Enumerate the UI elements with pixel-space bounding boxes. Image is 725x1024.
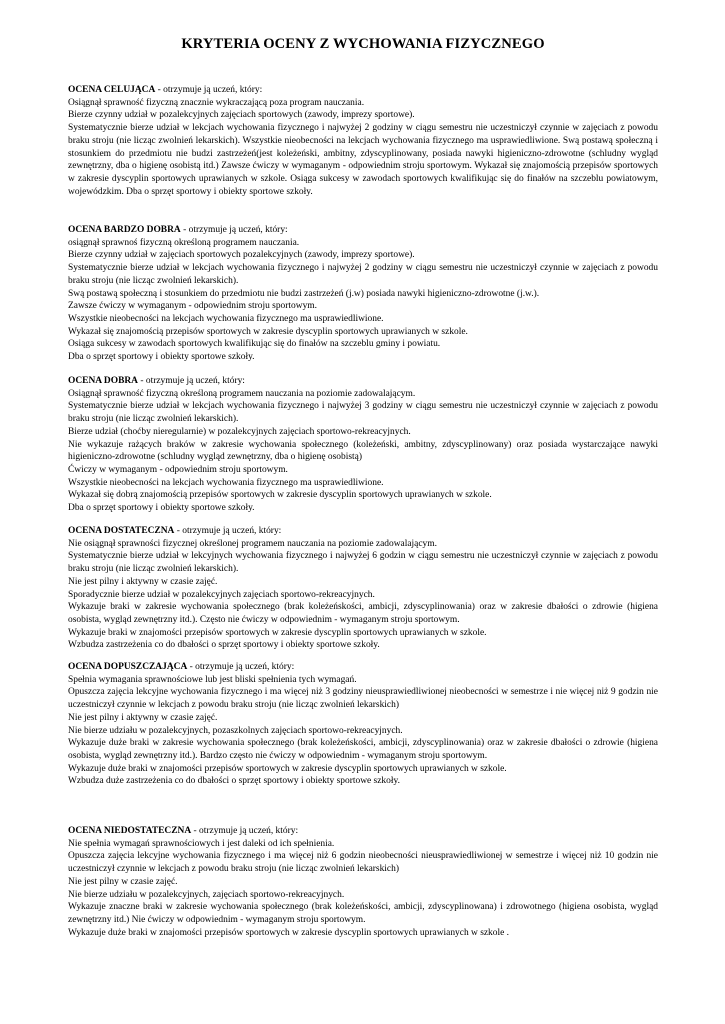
criterion: Opuszcza zajęcia lekcyjne wychowania fizycznego i ma więcej niż 3 godziny nieusprawiedliwionej nieobecności w semestrze i nie więcej niż 9 godzin nie uczestniczył czynnie w lekcjach z powodu braku stroju (nie licząc zwolnień lekarskich) [68, 687, 658, 711]
criterion: Wykazuje znaczne braki w zakresie wychowania społecznego (brak koleżeńskości, ambicji, zdyscyplinowana) i zdrowotnego (higiena osobista, wygląd zewnętrzny itd.) Nie ćwiczy w odpowiednim - wymaganym stroju sportowym. [68, 902, 658, 925]
criterion: Systematycznie bierze udział w lekcyjnych wychowania fizycznego i najwyżej 6 godzin w ciągu semestru nie uczestniczył czynnie w zajęciach z powodu braku stroju (nie licząc zwolnień lekarskich). [68, 551, 658, 575]
criterion: Systematycznie bierze udział w lekcjach wychowania fizycznego i najwyżej 2 godziny w ciągu semestru nie uczestniczył czynnie w zajęciach z powodu braku stroju (nie licząc zwolnień lekarskich). [68, 263, 658, 286]
criterion: Nie bierze udziału w pozalekcyjnych, zajęciach sportowo-rekreacyjnych. [68, 889, 345, 900]
grade-name: OCENA DOBRA [68, 376, 139, 386]
criterion: Bierze udział (choćby nieregularnie) w pozalekcyjnych zajęciach sportowo-rekreacyjnych. [68, 426, 411, 437]
criterion: Nie jest pilny w czasie zajęć. [68, 876, 178, 887]
criterion: Nie bierze udziału w pozalekcyjnych, pozaszkolnych zajęciach sportowo-rekreacyjnych. [68, 725, 403, 736]
grade-suffix: - otrzymuje ją uczeń, który: [180, 225, 288, 235]
criterion: Osiąga sukcesy w zawodach sportowych kwalifikując się do finałów na szczeblu gminy i powiatu. [68, 339, 441, 350]
criterion: Nie jest pilny i aktywny w czasie zajęć. [68, 576, 218, 587]
criterion: Wykazuje duże braki w znajomości przepisów sportowych w zakresie dyscyplin sportowych uprawianych w szkole . [68, 927, 510, 938]
criterion: Bierze czynny udział w pozalekcyjnych zajęciach sportowych (zawody, imprezy sportowe). [68, 110, 415, 121]
grade-suffix: - otrzymuje ją uczeń, który: [191, 826, 299, 836]
section-heading [68, 375, 658, 388]
criterion: Dba o sprzęt sportowy i obiekty sportowe szkoły. [68, 503, 255, 514]
section-heading [68, 224, 658, 237]
criterion: Systematycznie bierze udział w lekcjach wychowania fizycznego i najwyżej 2 godziny w ciągu semestru nie uczestniczył czynnie w zajęciach z powodu braku stroju (nie licząc zwolnień lekarskich). Wszystkie nieobecności na lekcjach wychowania fizycznego ma usprawiedliwione. Swą postawą społeczną i stosunkiem do przedmiotu nie budzi zastrzeżeń(jest koleżeński, ambitny, zdyscyplinowany, posiada nawyki higieniczno-zdrowotne (schludny wygląd zewnętrzny, dba o higienę osobistą itd.) Zawsze ćwiczy w wymaganym - odpowiednim stroju sportowym. Wykazał się znajomością przepisów sportowych w zakresie dyscyplin sportowych uprawianych w szkole. Osiąga sukcesy w zawodach sportowych kwalifikując się do finałów na szczeblu powiatowym, wojewódzkim. Dba o sprzęt sportowy i obiekty sportowe szkoły. [68, 123, 658, 197]
criterion: Wzbudza zastrzeżenia co do dbałości o sprzęt sportowy i obiekty sportowe szkoły. [68, 640, 380, 651]
grade-name: OCENA DOSTATECZNA [68, 526, 175, 536]
criterion: Osiągnął sprawność fizyczną znacznie wykraczającą poza program nauczania. [68, 97, 365, 108]
grade-section-bardzo-dobra [68, 224, 658, 364]
section-heading [68, 84, 658, 97]
criterion: Nie wykazuje rażących braków w zakresie wychowania społecznego (koleżeński, ambitny, zdyscyplinowany) oraz posiada wystarczające nawyki higieniczno-zdrowotne (schludny wygląd zewnętrzny, dba o higienę osobistą) [68, 439, 658, 463]
criterion: Wykazał się znajomością przepisów sportowych w zakresie dyscyplin sportowych uprawianych w szkole. [68, 326, 468, 337]
criterion: Wykazał się dobrą znajomością przepisów sportowych w zakresie dyscyplin sportowych uprawianych w szkole. [68, 490, 492, 501]
criterion: Wzbudza duże zastrzeżenia co do dbałości o sprzęt sportowy i obiekty sportowe szkoły. [68, 776, 400, 787]
section-heading [68, 825, 658, 838]
section-heading [68, 525, 658, 538]
criterion: Nie osiągnął sprawności fizycznej określonej programem nauczania na poziomie zadowalającym. [68, 538, 437, 549]
grade-section-dostateczna [68, 525, 658, 652]
grade-suffix: - otrzymuje ją uczeń, który: [155, 85, 263, 95]
grade-name: OCENA NIEDOSTATECZNA [68, 826, 192, 836]
grade-section-niedostateczna [68, 825, 658, 939]
grade-suffix: - otrzymuje ją uczeń, który: [174, 526, 282, 536]
criterion: Spełnia wymagania sprawnościowe lub jest bliski spełnienia tych wymagań. [68, 674, 357, 685]
grade-suffix: - otrzymuje ją uczeń, który: [138, 376, 245, 386]
section-heading [68, 661, 658, 674]
criterion: Nie jest pilny i aktywny w czasie zajęć. [68, 712, 218, 723]
criterion: Wykazuje braki w znajomości przepisów sportowych w zakresie dyscyplin sportowych uprawianych w szkole. [68, 627, 487, 638]
grade-name: OCENA CELUJĄCA [68, 85, 156, 95]
criterion: Nie spełnia wymagań sprawnościowych i jest daleki od ich spełnienia. [68, 838, 335, 849]
criterion: Systematycznie bierze udział w lekcjach wychowania fizycznego i najwyżej 3 godziny w ciągu semestru nie uczestniczył czynnie w zajęciach z powodu braku stroju (nie licząc zwolnień lekarskich). [68, 401, 658, 425]
criterion: Opuszcza zajęcia lekcyjne wychowania fizycznego i ma więcej niż 6 godzin nieobecności nieusprawiedliwionej w semestrze i więcej niż 10 godzin nie uczestniczył czynnie w lekcjach z powodu braku stroju (nie licząc zwolnień lekarskich) [68, 851, 658, 875]
criterion: Wykazuje duże braki w znajomości przepisów sportowych w zakresie dyscyplin sportowych uprawianych w szkole. [68, 763, 507, 774]
criterion: Wykazuje duże braki w zakresie wychowania społecznego (brak koleżeńskości, ambicji, zdyscyplinowania) oraz w zakresie dbałości o zdrowie (higiena osobista, wygląd zewnętrzny itd.). Bardzo często nie ćwiczy w odpowiednim - wymaganym stroju sportowym. [68, 738, 658, 761]
grade-section-dopuszczajaca [68, 661, 658, 788]
criterion: Wykazuje braki w zakresie wychowania społecznego (brak koleżeńskości, ambicji, zdyscyplinowania) oraz w zakresie dbałości o zdrowie (higiena osobista, wygląd zewnętrzny itd.). Często nie ćwiczy w odpowiednim - wymaganym stroju sportowym. [68, 602, 658, 625]
criterion: Ćwiczy w wymaganym - odpowiednim stroju sportowym. [68, 464, 288, 475]
grade-section-dobra [68, 375, 658, 515]
criterion: Wszystkie nieobecności na lekcjach wychowania fizycznego ma usprawiedliwione. [68, 477, 384, 488]
criterion: Zawsze ćwiczy w wymaganym - odpowiednim stroju sportowym. [68, 301, 317, 312]
criterion: Osiągnął sprawność fizyczną określoną programem nauczania na poziomie zadowalającym. [68, 388, 416, 399]
grade-suffix: - otrzymuje ją uczeń, który: [187, 662, 295, 672]
criterion: Swą postawą społeczną i stosunkiem do przedmiotu nie budzi zastrzeżeń (j.w) posiada nawyki higieniczno-zdrowotne (j.w.). [68, 288, 540, 299]
grade-name: OCENA BARDZO DOBRA [68, 225, 181, 235]
criterion: Sporadycznie bierze udział w pozalekcyjnych zajęciach sportowo-rekreacyjnych. [68, 589, 375, 600]
grade-section-celujaca [68, 84, 658, 198]
criterion: Dba o sprzęt sportowy i obiekty sportowe szkoły. [68, 352, 255, 363]
grade-name: OCENA DOPUSZCZAJĄCA [68, 662, 188, 672]
criterion: Bierze czynny udział w zajęciach sportowych pozalekcyjnych (zawody, imprezy sportowe). [68, 250, 415, 261]
criterion: osiągnął sprawnoś fizyczną określoną programem nauczania. [68, 237, 300, 248]
criterion: Wszystkie nieobecności na lekcjach wychowania fizycznego ma usprawiedliwione. [68, 313, 384, 324]
document-title: KRYTERIA OCENY Z WYCHOWANIA FIZYCZNEGO [181, 36, 545, 52]
